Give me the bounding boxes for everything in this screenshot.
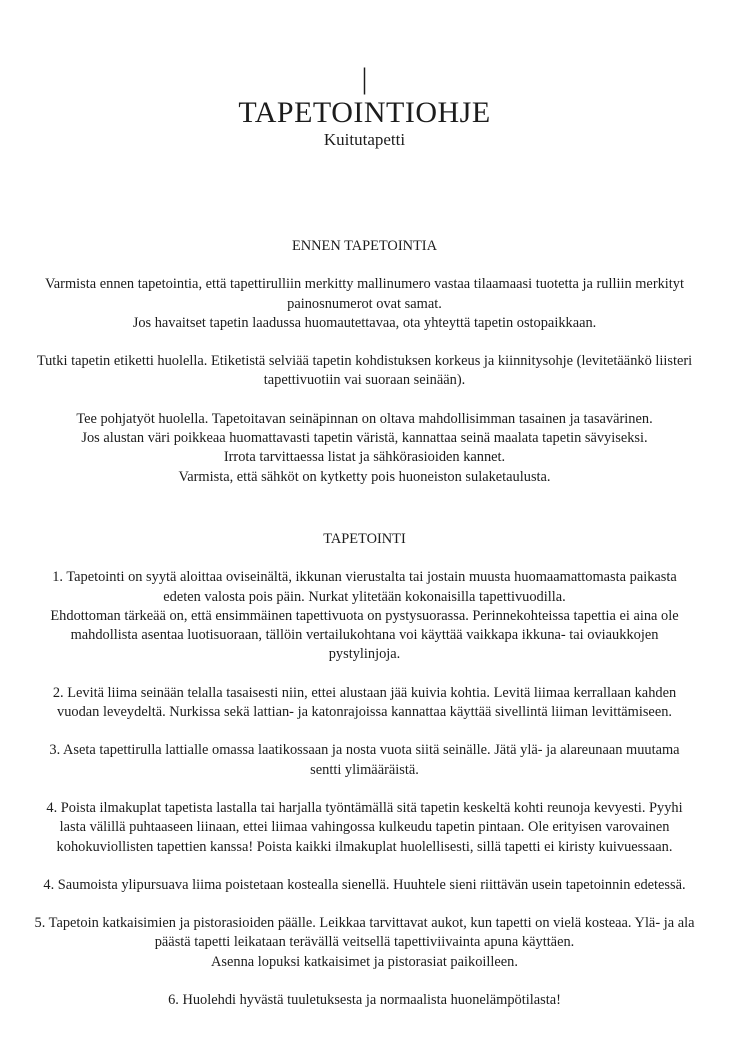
section-heading-tapetointi: TAPETOINTI: [323, 530, 406, 547]
numbered-step: 6. Huolehdi hyvästä tuuletuksesta ja normaalista huonelämpötilasta!: [168, 992, 561, 1009]
paragraph: Tutki tapetin etiketti huolella. Etiketistä selviää tapetin kohdistuksen korkeus ja kiinnitysohje (levitetäänkö liisteri tapettivuotiin vai suoraan seinään).: [36, 353, 693, 389]
numbered-step: 4. Saumoista ylipursuava liima poistetaan kostealla sienellä. Huuhtele sieni riittävän usein tapetoinnin edetessä.: [43, 876, 686, 893]
page-title: TAPETOINTIOHJE: [238, 96, 491, 129]
numbered-step: 5. Tapetoin katkaisimien ja pistorasioiden päälle. Leikkaa tarvittavat aukot, kun tapetti on vielä kosteaa. Ylä- ja ala päästä tapetti leikataan terävällä veitsellä tapettiviivainta apuna käyttäen. Asenna lopuksi katkaisimet ja pistorasiat paikoilleen.: [34, 915, 695, 970]
numbered-step: 2. Levitä liima seinään telalla tasaisesti niin, ettei alustaan jää kuivia kohtia. Levitä liimaa kerrallaan kahden vuodan leveydeltä. Nurkissa sekä lattian- ja katonrajoissa kannattaa käyttää sivellintä liiman levittämiseen.: [52, 684, 677, 721]
caret-mark: |: [361, 62, 368, 95]
numbered-step: 4. Poista ilmakuplat tapetista lastalla tai harjalla työntämällä sitä tapetin keskeltä kohti reunoja kevyesti. Pyyhi lasta välillä puhtaaseen liinaan, ettei liimaa vahingossa kulkeudu tapetin pintaan. Ole erityisen varovainen kohokuviollisten tapettien kanssa! Poista kaikki ilmakuplat huolellisesti, sillä tapetti ei kiristy kuivuessaan.: [46, 799, 683, 855]
section-heading-ennen-tapetointia: ENNEN TAPETOINTIA: [291, 238, 437, 254]
paragraph: Varmista ennen tapetointia, että tapettirulliin merkitty mallinumero vastaa tilaamaasi tuotetta ja rulliin merkityt painosnumerot ovat samat. Jos havaitset tapetin laadussa huomautettavaa, ota yhteyttä tapetin ostopaikkaan.: [45, 276, 684, 331]
page-subtitle: Kuitutapetti: [323, 130, 406, 149]
numbered-step: 3. Aseta tapettirulla lattialle omassa laatikossaan ja nosta vuota siitä seinälle. Jätä ylä- ja alareunaan muutama sentti ylimääräistä.: [49, 742, 680, 778]
numbered-step: 1. Tapetointi on syytä aloittaa oviseinältä, ikkunan vierustalta tai jostain muusta huomaamattomasta paikasta edeten valosta pois päin. Nurkat ylitetään kokonaisilla tapettivuodilla. Ehdottoman tärkeää on, että ensimmäinen tapettivuota on pystysuorassa. Perinnekohteissa tapettia ei aina ole mahdollista asentaa luotisuoraan, tällöin vertailukohtana voi käyttää vaikkapa ikkuna- tai oviaukkojen pystylinjoja.: [50, 569, 679, 663]
paragraph: Tee pohjatyöt huolella. Tapetoitavan seinäpinnan on oltava mahdollisimman tasainen ja tasavärinen. Jos alustan väri poikkeaa huomattavasti tapetin väristä, kannattaa seinä maalata tapetin sävyiseksi. Irrota tarvittaessa listat ja sähkörasioiden kannet. Varmista, että sähköt on kytketty pois huoneiston sulaketaulusta.: [76, 410, 653, 485]
